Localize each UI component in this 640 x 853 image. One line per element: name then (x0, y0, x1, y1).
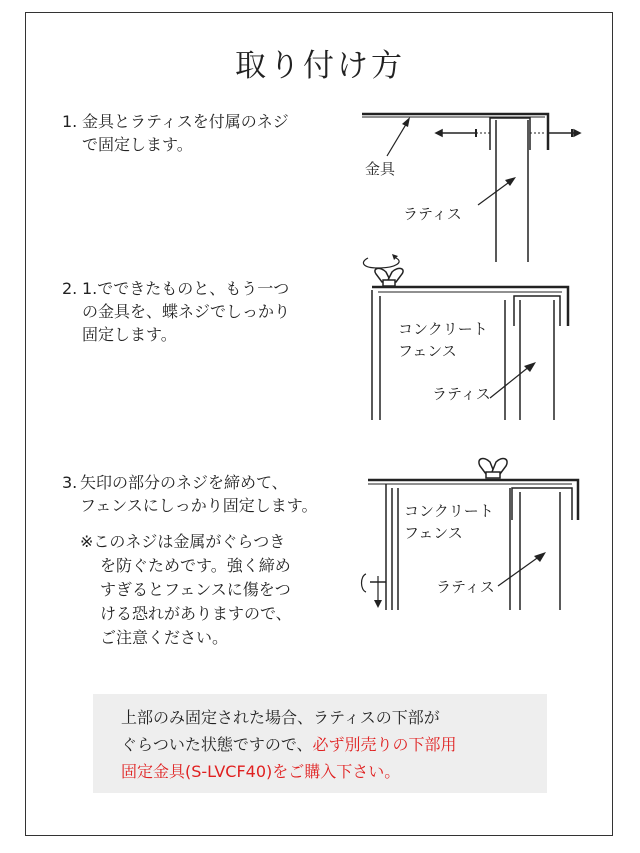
notice-line-3: 固定金具(S-LVCF40)をご購入下さい。 (121, 762, 401, 781)
step-1-line-2: で固定します。 (82, 135, 193, 154)
step-2-line-3: 固定します。 (82, 325, 177, 344)
label-fence-2b: フェンス (398, 342, 457, 360)
step-3-line-2: フェンスにしっかり固定します。 (80, 496, 318, 515)
label-fence-3b: フェンス (404, 524, 463, 542)
page-title: 取り付け方 (235, 48, 405, 84)
step-1-line-1: 金具とラティスを付属のネジ (82, 112, 289, 131)
label-lattice-2: ラティス (432, 385, 491, 403)
notice-line-2-red: 必ず別売りの下部用 (312, 735, 457, 754)
step-3-number: 3. (62, 473, 78, 492)
label-fence-3a: コンクリート (404, 502, 494, 520)
diagram-step-1 (362, 114, 580, 262)
note-line-3: すぎるとフェンスに傷をつ (100, 580, 291, 599)
step-1-number: 1. (62, 112, 78, 131)
notice-box (93, 694, 547, 793)
label-bracket: 金具 (365, 160, 396, 178)
note-line-1: ※このネジは金属がぐらつき (80, 532, 286, 551)
note-line-2: を防ぐためです。強く締め (100, 556, 291, 575)
step-2-number: 2. (62, 279, 78, 298)
notice-line-2 (121, 731, 547, 758)
label-lattice-3: ラティス (436, 578, 495, 596)
step-2-line-2: の金具を、蝶ネジでしっかり (82, 302, 291, 321)
label-lattice-1: ラティス (403, 205, 462, 223)
label-fence-2a: コンクリート (398, 320, 488, 338)
notice-line-2-plain: ぐらついた状態ですので、 (121, 735, 313, 754)
note-line-4: ける恐れがありますので、 (100, 604, 292, 623)
note-line-5: ご注意ください。 (100, 628, 229, 647)
step-2-line-1: 1.でできたものと、もう一つ (82, 279, 290, 298)
step-3-line-1: 矢印の部分のネジを締めて、 (80, 473, 288, 492)
notice-line-1: 上部のみ固定された場合、ラティスの下部が (121, 708, 440, 727)
